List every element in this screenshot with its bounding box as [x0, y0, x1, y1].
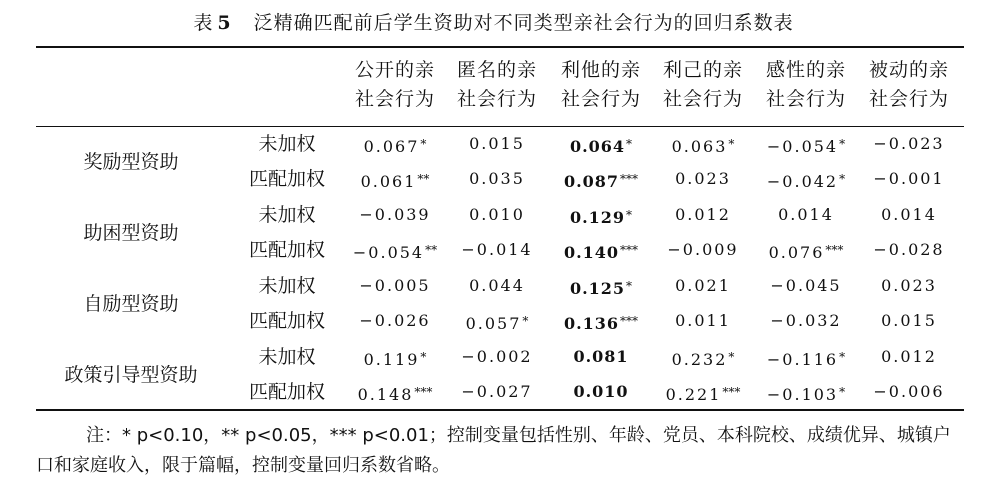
top-rule	[36, 46, 964, 48]
coefficient-value: 0.014	[881, 205, 937, 224]
coefficient-cell	[858, 345, 960, 369]
coefficient-value: −0.054	[352, 243, 425, 262]
coefficient-value: 0.081	[573, 347, 629, 366]
column-header-line1: 匿名的亲	[456, 59, 537, 81]
significance-stars: *	[626, 137, 633, 151]
coefficient-cell	[858, 238, 960, 262]
coefficient-value: 0.012	[881, 347, 937, 366]
coefficient-cell	[344, 380, 446, 407]
table-title-number: 5	[217, 12, 232, 34]
column-header-line2: 社会行为	[354, 88, 435, 110]
coefficient-cell	[755, 238, 857, 265]
coefficient-value: 0.010	[469, 205, 525, 224]
column-header-line1: 利他的亲	[560, 59, 641, 81]
coefficient-value: −0.042	[766, 172, 839, 191]
coefficient-value: 0.221	[665, 385, 722, 404]
significance-stars: ***	[722, 385, 741, 399]
column-header-line1: 利己的亲	[662, 59, 743, 81]
column-header-line1: 感性的亲	[765, 59, 846, 81]
coefficient-cell	[858, 309, 960, 333]
column-header-line1: 公开的亲	[354, 59, 435, 81]
coefficient-value: 0.119	[363, 350, 420, 369]
coefficient-cell	[446, 132, 548, 156]
coefficient-value: −0.116	[766, 350, 839, 369]
significance-stars: ***	[414, 385, 433, 399]
coefficient-value: 0.023	[675, 169, 731, 188]
coefficient-value: −0.032	[770, 311, 842, 330]
coefficient-cell	[652, 309, 754, 333]
coefficient-value: 0.023	[881, 276, 937, 295]
coefficient-cell	[446, 345, 548, 369]
weighting-label: 匹配加权	[248, 239, 325, 261]
coefficient-cell	[755, 132, 857, 159]
column-header	[858, 56, 960, 114]
column-header	[550, 56, 652, 114]
coefficient-value: 0.057	[465, 314, 522, 333]
coefficient-cell	[344, 167, 446, 194]
coefficient-cell	[858, 380, 960, 404]
coefficient-value: 0.087	[563, 172, 620, 191]
coefficient-cell	[344, 203, 446, 227]
coefficient-cell	[858, 132, 960, 156]
column-header-line2: 社会行为	[662, 88, 743, 110]
table-title-text: 泛精确匹配前后学生资助对不同类型亲社会行为的回归系数表	[253, 12, 794, 34]
table-note: 注：* p<0.10，** p<0.05，*** p<0.01；控制变量包括性别、年龄、党员、本科院校、成绩优异、城镇户口和家庭收入，限于篇幅，控制变量回归系数省略。	[36, 425, 951, 476]
coefficient-value: −0.028	[873, 240, 945, 259]
weighting-label: 未加权	[258, 133, 316, 155]
coefficient-value: 0.010	[573, 382, 629, 401]
column-header-line2: 社会行为	[868, 88, 949, 110]
coefficient-cell	[652, 274, 754, 298]
coefficient-value: 0.129	[569, 208, 626, 227]
significance-stars: *	[839, 385, 846, 399]
column-header-line1: 被动的亲	[868, 59, 949, 81]
coefficient-cell	[550, 203, 652, 230]
column-header-line2: 社会行为	[456, 88, 537, 110]
coefficient-cell	[652, 238, 754, 262]
coefficient-cell	[652, 345, 754, 372]
coefficient-cell	[755, 274, 857, 298]
significance-stars: **	[425, 243, 438, 257]
coefficient-cell	[858, 167, 960, 191]
column-header	[446, 56, 548, 114]
bottom-rule	[36, 409, 964, 411]
coefficient-cell	[652, 167, 754, 191]
coefficient-cell	[550, 345, 652, 369]
weighting-label: 未加权	[258, 204, 316, 226]
coefficient-cell	[344, 274, 446, 298]
weighting-label: 匹配加权	[248, 168, 325, 190]
header-rule	[36, 126, 964, 127]
coefficient-cell	[550, 380, 652, 404]
significance-stars: ***	[620, 314, 639, 328]
coefficient-value: 0.021	[675, 276, 731, 295]
coefficient-cell	[550, 132, 652, 159]
coefficient-cell	[755, 345, 857, 372]
coefficient-value: 0.076	[768, 243, 825, 262]
coefficient-cell	[550, 167, 652, 194]
coefficient-cell	[755, 167, 857, 194]
coefficient-value: 0.035	[469, 169, 525, 188]
significance-stars: *	[728, 137, 735, 151]
row-group-label: 助困型资助	[83, 221, 179, 244]
column-header	[755, 56, 857, 114]
coefficient-cell	[550, 309, 652, 336]
weighting-label: 未加权	[258, 346, 316, 368]
coefficient-value: 0.012	[675, 205, 731, 224]
coefficient-value: 0.014	[778, 205, 834, 224]
significance-stars: **	[417, 172, 430, 186]
table-title	[0, 8, 987, 35]
coefficient-cell	[858, 274, 960, 298]
row-group-label: 政策引导型资助	[64, 363, 198, 386]
significance-stars: *	[626, 208, 633, 222]
coefficient-cell	[446, 274, 548, 298]
coefficient-value: −0.023	[873, 134, 945, 153]
significance-stars: ***	[825, 243, 844, 257]
coefficient-cell	[755, 380, 857, 407]
coefficient-value: −0.045	[770, 276, 842, 295]
coefficient-value: 0.064	[569, 137, 626, 156]
coefficient-value: −0.005	[359, 276, 431, 295]
weighting-label: 匹配加权	[248, 310, 325, 332]
column-header-line2: 社会行为	[765, 88, 846, 110]
column-header-line2: 社会行为	[560, 88, 641, 110]
coefficient-cell	[344, 309, 446, 333]
significance-stars: *	[522, 314, 529, 328]
coefficient-cell	[344, 132, 446, 159]
coefficient-value: −0.006	[873, 382, 945, 401]
table-title-label: 表	[193, 12, 214, 34]
significance-stars: *	[728, 350, 735, 364]
coefficient-cell	[755, 309, 857, 333]
coefficient-value: 0.067	[363, 137, 420, 156]
coefficient-cell	[446, 380, 548, 404]
coefficient-value: −0.001	[873, 169, 945, 188]
coefficient-value: −0.027	[461, 382, 533, 401]
coefficient-cell	[446, 167, 548, 191]
coefficient-value: 0.232	[671, 350, 728, 369]
coefficient-value: 0.136	[563, 314, 620, 333]
coefficient-value: 0.044	[469, 276, 525, 295]
coefficient-cell	[446, 238, 548, 262]
coefficient-value: −0.039	[359, 205, 431, 224]
coefficient-value: 0.011	[675, 311, 731, 330]
significance-stars: ***	[620, 172, 639, 186]
coefficient-cell	[755, 203, 857, 227]
coefficient-value: 0.125	[569, 279, 626, 298]
weighting-label: 未加权	[258, 275, 316, 297]
coefficient-value: 0.063	[671, 137, 728, 156]
weighting-label: 匹配加权	[248, 381, 325, 403]
row-group-label: 自励型资助	[83, 292, 179, 315]
row-group-label: 奖励型资助	[83, 150, 179, 173]
significance-stars: *	[839, 172, 846, 186]
coefficient-value: −0.026	[359, 311, 431, 330]
coefficient-cell	[446, 203, 548, 227]
coefficient-cell	[652, 203, 754, 227]
coefficient-cell	[446, 309, 548, 336]
coefficient-value: −0.014	[461, 240, 533, 259]
coefficient-cell	[652, 132, 754, 159]
coefficient-cell	[344, 345, 446, 372]
coefficient-value: −0.103	[766, 385, 839, 404]
significance-stars: *	[839, 350, 846, 364]
coefficient-cell	[550, 274, 652, 301]
significance-stars: *	[420, 137, 427, 151]
significance-stars: *	[420, 350, 427, 364]
coefficient-value: 0.061	[360, 172, 417, 191]
coefficient-cell	[550, 238, 652, 265]
coefficient-value: −0.002	[461, 347, 533, 366]
coefficient-value: 0.148	[357, 385, 414, 404]
coefficient-value: −0.054	[766, 137, 839, 156]
coefficient-cell	[652, 380, 754, 407]
significance-stars: *	[626, 279, 633, 293]
coefficient-value: −0.009	[667, 240, 739, 259]
column-header	[344, 56, 446, 114]
coefficient-value: 0.015	[881, 311, 937, 330]
significance-stars: *	[839, 137, 846, 151]
column-header	[652, 56, 754, 114]
coefficient-cell	[858, 203, 960, 227]
coefficient-value: 0.015	[469, 134, 525, 153]
significance-stars: ***	[620, 243, 639, 257]
coefficient-value: 0.140	[563, 243, 620, 262]
coefficient-cell	[344, 238, 446, 265]
